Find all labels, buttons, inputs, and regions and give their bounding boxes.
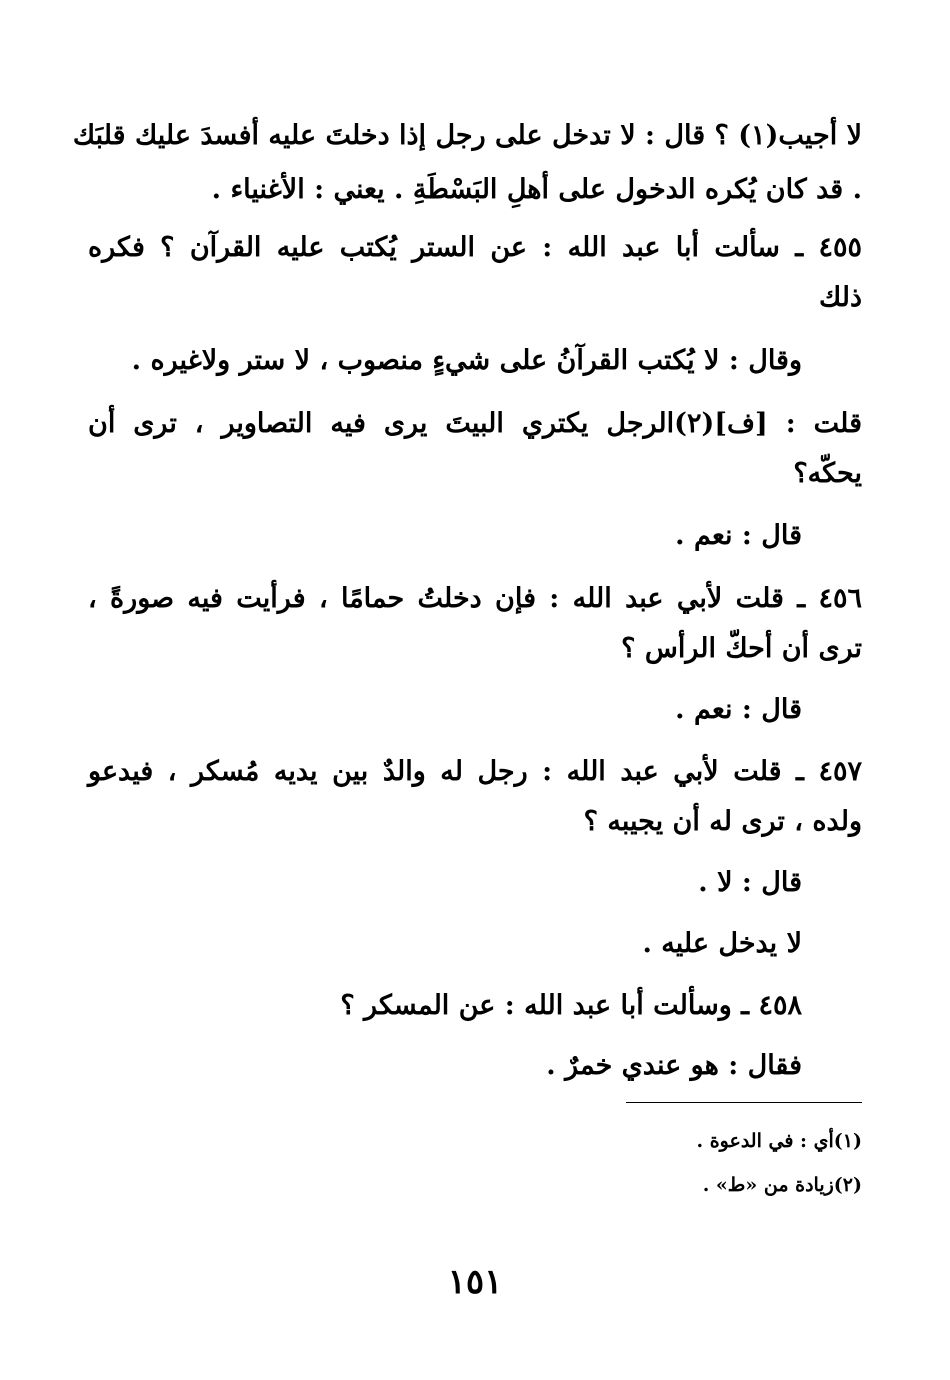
text-line-wa-qala: وقال : لا يُكتب القرآنُ على شيءٍ منصوب ، لا ستر ولاغيره . xyxy=(131,345,802,376)
footnote-1: (١)أي : في الدعوة . xyxy=(696,1130,862,1152)
footnote-2: (٢)زيادة من «ط» . xyxy=(702,1174,862,1196)
text-line-1: لا أجيب(١) ؟ قال : لا تدخل على رجل إذا دخلتَ عليه أفسدَ عليك قلبَك xyxy=(72,120,862,151)
paragraph-455-line-1: ٤٥٥ ـ سألت أبا عبد الله : عن الستر يُكتب عليه القرآن ؟ فكره xyxy=(88,232,862,263)
question-line-1: قلت : [ف](٢)الرجل يكتري البيتَ يرى فيه التصاوير ، ترى أن xyxy=(88,408,862,439)
paragraph-457-line-2: ولده ، ترى له أن يجيبه ؟ xyxy=(583,806,862,837)
answer-line: فقال : هو عندي خمرٌ . xyxy=(546,1050,802,1081)
question-line-2: يحكّه؟ xyxy=(793,458,862,489)
paragraph-457-line-1: ٤٥٧ ـ قلت لأبي عبد الله : رجل له والدٌ بين يديه مُسكر ، فيدعو xyxy=(88,756,862,787)
answer-line: قال : نعم . xyxy=(675,694,802,725)
answer-line: قال : لا . xyxy=(698,867,802,898)
paragraph-458-line: ٤٥٨ ـ وسألت أبا عبد الله : عن المسكر ؟ xyxy=(340,990,802,1021)
text-line-la-yadkhul: لا يدخل عليه . xyxy=(642,928,802,959)
footnote-separator xyxy=(626,1102,862,1103)
paragraph-456-line-1: ٤٥٦ ـ قلت لأبي عبد الله : فإن دخلتُ حمامًا ، فرأيت فيه صورةً ، xyxy=(88,583,862,614)
text-line-2: . قد كان يُكره الدخول على أهلِ البَسْطَةِ . يعني : الأغنياء . xyxy=(211,174,862,205)
answer-line: قال : نعم . xyxy=(675,520,802,551)
page-number: ١٥١ xyxy=(447,1262,503,1302)
paragraph-456-line-2: ترى أن أحكّ الرأس ؟ xyxy=(621,633,862,664)
paragraph-455-line-2: ذلك xyxy=(818,282,862,313)
